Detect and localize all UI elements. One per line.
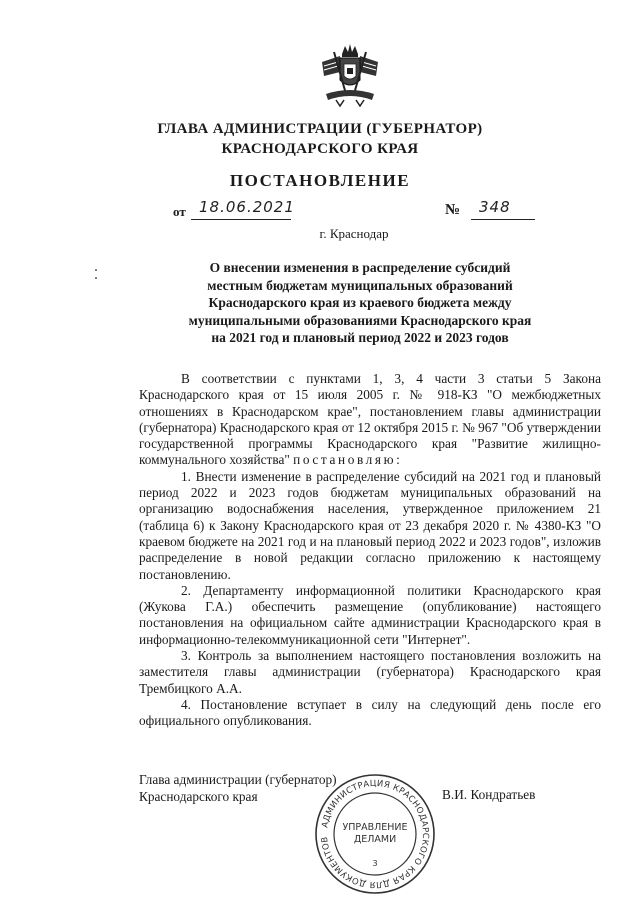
city-name: г. Краснодар <box>319 226 389 241</box>
signatory-name: В.И. Кондратьев <box>442 787 536 802</box>
coat-of-arms-emblem <box>318 42 382 108</box>
authority-title-line2: КРАСНОДАРСКОГО КРАЯ <box>221 141 419 157</box>
preamble-paragraph <box>139 371 601 469</box>
subject-line: О внесении изменения в распределение субсидий <box>209 260 511 275</box>
document-subject <box>180 259 540 347</box>
number-prefix: № <box>445 202 461 218</box>
stamp-number: 3 <box>372 859 378 868</box>
stamp-ring-text: АДМИНИСТРАЦИЯ КРАСНОДАРСКОГО КРАЯ ДЛЯ ДОКУМЕНТОВ <box>319 778 431 890</box>
body-item-2: 2. Департаменту информационной политики Краснодарского края (Жукова Г.А.) обеспечить размещение (опубликование) настоящего постановления на официальном сайте администрации Краснодарского края в информационно-телекоммуникационной сети "Интернет". <box>139 582 601 647</box>
subject-line: местным бюджетам муниципальных образований <box>207 277 513 293</box>
document-body <box>139 371 601 730</box>
stamp-center-line1: УПРАВЛЕНИЕ <box>342 822 408 833</box>
authority-title-line1: ГЛАВА АДМИНИСТРАЦИИ (ГУБЕРНАТОР) <box>157 121 483 137</box>
date-prefix: от <box>173 204 186 219</box>
body-item-1: 1. Внести изменение в распределение субсидий на 2021 год и плановый период 2022 и 2023 годов бюджетам муниципальных образований на организацию водоснабжения населения, утвержденное приложением 21 (таблица 6) к Закону Краснодарского края от 23 декабря 2020 г. № 4380-КЗ "О краевом бюджете на 2021 год и на плановый период 2022 и 2023 годов", изложив распределение в новой редакции согласно приложению к настоящему постановлению. <box>139 468 601 582</box>
signatory-position-line2: Краснодарского края <box>139 789 258 804</box>
body-item-3: 3. Контроль за выполнением настоящего постановления возложить на заместителя главы администрации (губернатора) Краснодарского края Трембицкого А.А. <box>139 648 601 696</box>
scan-speck <box>95 277 97 279</box>
official-stamp <box>313 772 437 896</box>
subject-line: на 2021 год и плановый период 2022 и 2023 годов <box>211 330 509 345</box>
signatory-position-line1: Глава администрации (губернатор) <box>139 772 337 787</box>
document-meta-row <box>173 198 535 224</box>
scan-speck <box>95 269 97 271</box>
document-date: 18.06.2021 <box>199 198 295 216</box>
date-underline <box>191 219 291 220</box>
decree-word: постановляю: <box>293 452 403 468</box>
number-underline <box>471 219 535 220</box>
subject-line: Краснодарского края из краевого бюджета между <box>208 295 512 310</box>
document-number: 348 <box>479 198 511 216</box>
document-type: ПОСТАНОВЛЕНИЕ <box>229 171 411 190</box>
body-item-4: 4. Постановление вступает в силу на следующий день после его официального опубликования. <box>139 696 601 729</box>
subject-line: муниципальными образованиями Краснодарского края <box>188 312 532 328</box>
preamble-text: В соответствии с пунктами 1, 3, 4 части 3 статьи 5 Закона Краснодарского края от 15 июля 2005 г. № 918-КЗ "О межбюджетных отношениях в Краснодарском крае", постановлением главы администрации (губернатора) Краснодарского края от 12 октября 2015 г. № 967 "Об утверждении государственной программы Краснодарского края "Развитие жилищно-коммунального хозяйства" <box>139 371 601 468</box>
stamp-center-line2: ДЕЛАМИ <box>353 834 397 845</box>
signatory-position <box>139 771 337 805</box>
